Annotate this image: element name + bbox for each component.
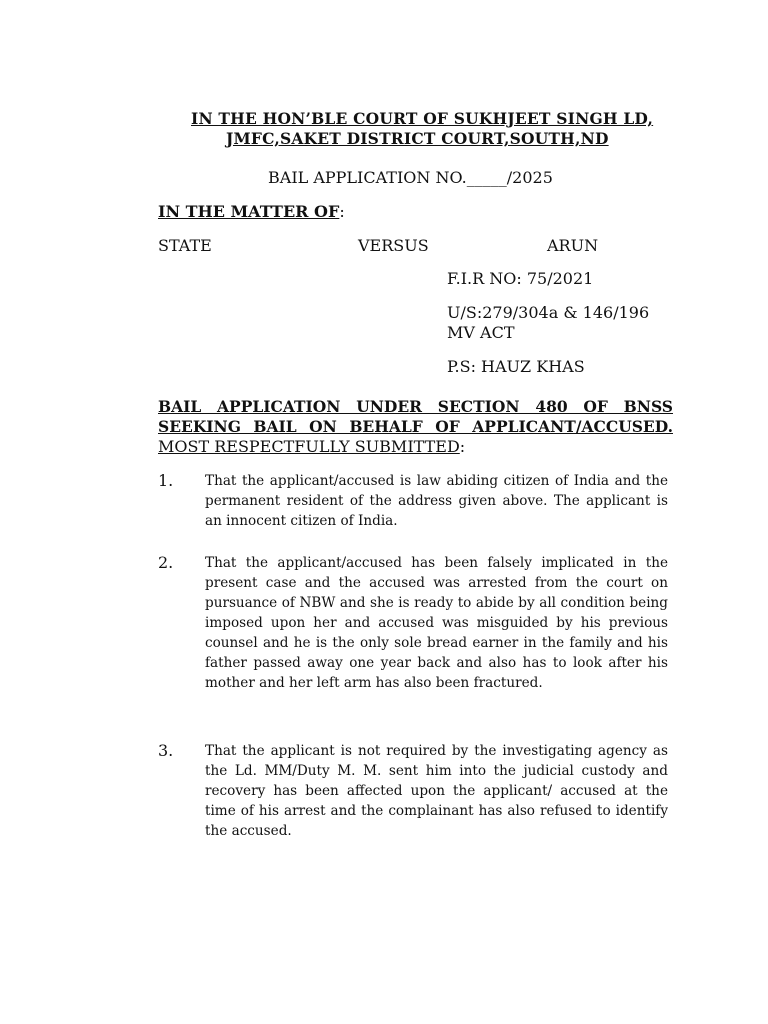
submitted-colon: : — [459, 437, 466, 456]
paragraph-number: 1. — [158, 471, 174, 490]
matter-colon: : — [339, 202, 345, 221]
party-accused: ARUN — [547, 236, 599, 255]
court-title-line2: JMFC,SAKET DISTRICT COURT,SOUTH,ND — [226, 129, 609, 148]
application-heading-line2: SEEKING BAIL ON BEHALF OF APPLICANT/ACCUSED. — [158, 417, 673, 436]
matter-label: IN THE MATTER OF — [158, 202, 340, 221]
submitted-line — [158, 437, 465, 456]
submitted-text: MOST RESPECTFULLY SUBMITTED — [158, 437, 460, 456]
paragraph-number: 3. — [158, 741, 174, 760]
party-versus: VERSUS — [358, 236, 429, 255]
application-heading-line1: BAIL APPLICATION UNDER SECTION 480 OF BNSS — [158, 397, 673, 416]
police-station: P.S: HAUZ KHAS — [447, 357, 585, 376]
bail-application-number: BAIL APPLICATION NO._____/2025 — [268, 168, 553, 187]
paragraph-text: That the applicant/accused has been falsely implicated in the present case and the accused was arrested from the court on pursuance of NBW and she is ready to abide by all condition being imposed upon her and accused was misguided by his previous counsel and he is the only sole bread earner in the family and his father passed away one year back and also has to look after his mother and her left arm has also been fractured. — [205, 555, 668, 691]
paragraph-text: That the applicant/accused is law abiding citizen of India and the permanent resident of the address given above. The applicant is an innocent citizen of India. — [205, 473, 668, 529]
sections-line2: MV ACT — [447, 323, 515, 342]
matter-heading — [158, 202, 345, 221]
party-state: STATE — [158, 236, 212, 255]
court-title-line1: IN THE HON’BLE COURT OF SUKHJEET SINGH LD, — [191, 109, 654, 128]
paragraph-text: That the applicant is not required by the investigating agency as the Ld. MM/Duty M. M. sent him into the judicial custody and recovery has been affected upon the applicant/ accused at the time of his arrest and the complainant has also refused to identify the accused. — [205, 743, 668, 839]
fir-number: F.I.R NO: 75/2021 — [447, 269, 594, 288]
sections-line1: U/S:279/304a & 146/196 — [447, 303, 650, 322]
paragraph-number: 2. — [158, 553, 174, 572]
